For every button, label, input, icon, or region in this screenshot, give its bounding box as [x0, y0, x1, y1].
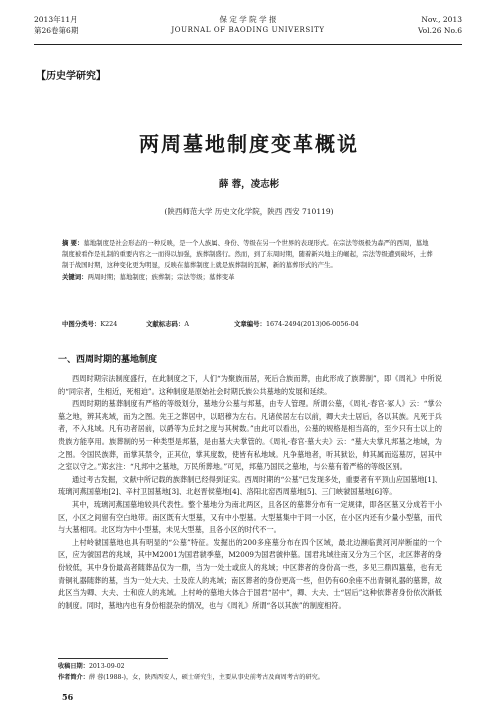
footnote-divider	[58, 658, 168, 659]
abstract	[62, 238, 434, 272]
footnotes	[58, 661, 442, 683]
header-right	[418, 14, 462, 36]
author-affiliation: (陕西师范大学 历史文化学院，陕西 西安 710119)	[164, 207, 334, 216]
header-date: 2013年11月	[34, 15, 78, 24]
page-number: 56	[62, 692, 74, 702]
abstract-block	[62, 238, 434, 283]
received-value: 2013-09-02	[88, 663, 125, 670]
paragraph: 西周时期宗法制度盛行，在此制度之下，人们“为聚族而居，死后合族而葬，由此形成了族葬制”，即《周礼》中所说的“同宗者，生相近，死相迫”。这种制度是原始社会时期氏族公共墓地的发展和延续。	[58, 374, 442, 396]
doc-label: 文献标志码：	[146, 320, 185, 328]
author-bio-text: 薛 蓉(1988-)，女，陕西西安人，硕士研究生，主要从事史前考古及商周考古的研究。	[88, 674, 324, 681]
article-number	[234, 319, 359, 328]
paragraph: 其中，琉璃河燕国墓地较具代表性。整个墓地分为南北两区，且各区的墓葬分布有一定规律，即各区墓又分成若干小区，小区之间留有空白地带。南区既有大型墓，又有中小型墓。大型墓集中于同一小区，在小区内还有少量小型墓，而代与大墓相同。北区均为中小型墓，未见大型墓，且各小区的时代不一。	[58, 499, 442, 535]
clc-label: 中图分类号：	[62, 320, 101, 328]
abstract-label: 摘 要：	[62, 239, 84, 247]
header-volume: 第26卷第6期	[34, 26, 79, 35]
header-date-en: Nov., 2013	[421, 15, 462, 24]
journal-name-en: JOURNAL OF BAODING UNIVERSITY	[171, 26, 325, 34]
journal-name-zh: 保 定 学 院 学 报	[219, 15, 277, 24]
article-label: 文章编号：	[234, 320, 266, 328]
author-bio-label: 作者简介：	[58, 674, 89, 681]
doc-value: A	[184, 320, 189, 328]
article-title: 两周墓地制度变革概说	[139, 132, 359, 156]
running-header	[34, 14, 462, 45]
article-value: 1674-2494(2013)06-0056-04	[265, 320, 359, 328]
section-heading: 一、西周时期的墓地制度	[58, 355, 158, 365]
clc-number	[62, 319, 117, 328]
keywords-label: 关键词：	[62, 272, 88, 281]
clc-value: K224	[100, 320, 118, 328]
paragraph: 西周时期的墓葬制度有严格的等级划分，墓地分公墓与邦墓，由专人管理。所谓公墓，《周礼·春官·冢人》云：“掌公墓之地，辨其兆域，而为之图。先王之葬居中，以昭穆为左右。凡诸侯居左右以前，卿大夫士居后，各以其族。凡死于兵者，不入兆域。凡有功者居前，以爵等为丘封之度与其树数。”由此可以看出，公墓的规格是相当高的，至少只有士以上的贵族方能享用。族葬制的另一种类型是邦墓，是由墓大夫掌管的。《周礼·春官·墓大夫》云：“墓大夫掌凡邦墓之地域，为之图。令国民族葬，而掌其禁令，正其位，掌其度数，使皆有私地域。凡争墓地者，听其狱讼，帅其属而巡墓厉，居其中之室以守之。”郑玄注：“凡邦中之墓地，万民所葬地。”可见，邦墓乃国民之墓地，与公墓有着严格的等级区别。	[58, 399, 442, 472]
column-label: 【历史学研究】	[36, 71, 106, 82]
article-authors: 薛 蓉，凌志彬	[218, 179, 280, 190]
abstract-text: 墓地制度是社会形态的一种反映，是一个人族属、身份、等级在另一个世界的表现形式。在宗法等级极为森严的西周，墓地制度被看作是礼制的重要内容之一而得以加强，族葬制盛行。然而，到了东周时期，随着新兴地主的崛起，宗法等级遭到破坏，土葬制于战国时期，这种变化更为明显，反映在墓葬制度上就是族葬制的瓦解，新的墓葬形式的产生。	[62, 239, 433, 270]
header-volume-en: Vol.26 No.6	[417, 26, 462, 35]
paragraph: 通过考古发掘，文献中所记载的族葬制已经得到证实。西周时期的“公墓”已发现多处，重要者有平顶山应国墓地[1]、琉璃河燕国墓地[2]、辛村卫国墓地[3]、北赵晋侯墓地[4]、洛阳北窑西周墓地[5]、三门峡虢国墓地[6]等。	[58, 474, 442, 497]
keywords	[62, 272, 434, 283]
paragraph: 上村岭虢国墓地也具有明显的“公墓”特征。发掘出的200多座墓分布在四个区域，最北边濒临黄河河岸断崖的一个区，应为虢国君的兆域，其中M2001为国君虢季墓，M2009为国君虢仲墓。国君兆域往南又分为三个区，北区葬者的身份较低，其中身份最高者随葬品仅为一鼎，当为一处士或庶人的兆域；中区葬者的身份高一些，多见三鼎四簋墓，也有无青铜礼器随葬的墓，当为一处大夫、士及庶人的兆域；南区葬者的身份更高一些，但仍有60余座不出青铜礼器的墓葬，故此区当为卿、大夫、士和庶人的兆域。上村岭的墓地大体合于国君“居中”，卿、大夫、士“居后”这种依葬者身份依次渐低的制度。同时，墓地内也有身份相混杂的情况，也与《周礼》所谓“各以其族”的制度相符。	[58, 537, 442, 610]
received-label: 收稿日期：	[58, 663, 89, 670]
author-bio	[58, 672, 442, 683]
header-center	[34, 14, 462, 36]
keywords-text: 两周时期；墓地制度；族葬制；宗法等级；墓葬变革	[87, 272, 235, 281]
document-code	[146, 319, 189, 328]
received-date	[58, 661, 442, 672]
body-text	[58, 373, 442, 612]
